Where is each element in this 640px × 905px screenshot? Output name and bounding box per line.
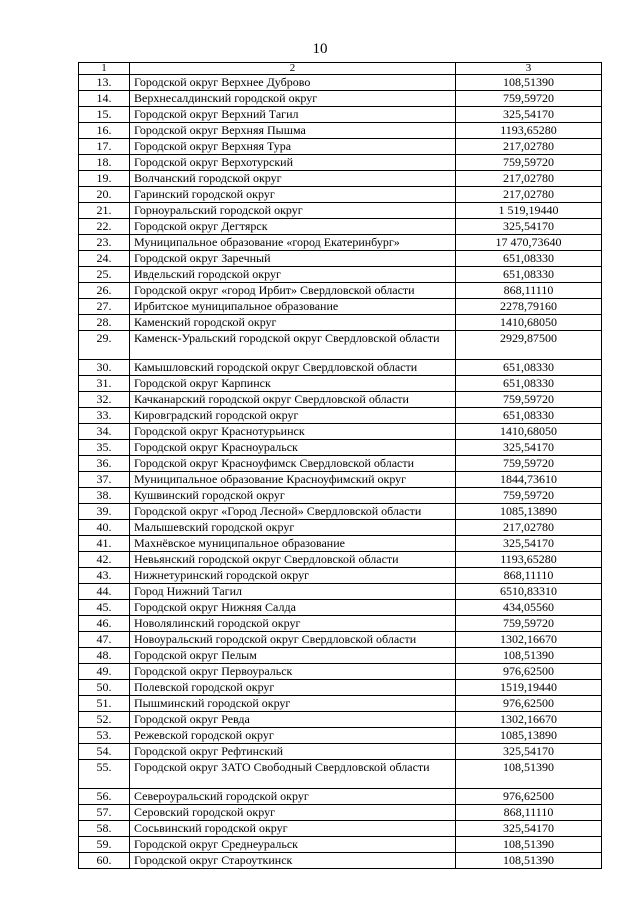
- municipality-name: Городской округ Староуткинск: [130, 853, 456, 869]
- row-number: 52.: [79, 712, 130, 728]
- amount-value: 868,11110: [456, 568, 602, 584]
- row-number: 20.: [79, 187, 130, 203]
- amount-value: 1410,68050: [456, 424, 602, 440]
- row-number: 24.: [79, 251, 130, 267]
- table-row: [79, 139, 602, 155]
- municipality-name: Новолялинский городской округ: [130, 616, 456, 632]
- municipality-name: Городской округ Верхняя Пышма: [130, 123, 456, 139]
- table-row: [79, 203, 602, 219]
- amount-value: 651,08330: [456, 267, 602, 283]
- municipality-name: Городской округ «город Ирбит» Свердловской области: [130, 283, 456, 299]
- municipality-name: Ивдельский городской округ: [130, 267, 456, 283]
- municipality-name: Городской округ «Город Лесной» Свердловской области: [130, 504, 456, 520]
- municipality-name: Городской округ Пелым: [130, 648, 456, 664]
- municipality-name: Режевской городской округ: [130, 728, 456, 744]
- table-row: [79, 299, 602, 315]
- table-row: [79, 315, 602, 331]
- table-row: [79, 187, 602, 203]
- table-row: [79, 837, 602, 853]
- table-row: [79, 696, 602, 712]
- table-row: [79, 568, 602, 584]
- table-row: [79, 664, 602, 680]
- amount-value: 759,59720: [456, 155, 602, 171]
- municipality-name: Пышминский городской округ: [130, 696, 456, 712]
- amount-value: 108,51390: [456, 648, 602, 664]
- row-number: 46.: [79, 616, 130, 632]
- row-number: 26.: [79, 283, 130, 299]
- table-row: [79, 408, 602, 424]
- table-row: [79, 760, 602, 789]
- row-number: 45.: [79, 600, 130, 616]
- row-number: 57.: [79, 805, 130, 821]
- amount-value: 651,08330: [456, 251, 602, 267]
- amount-value: 1302,16670: [456, 632, 602, 648]
- amount-value: 976,62500: [456, 696, 602, 712]
- row-number: 34.: [79, 424, 130, 440]
- table-row: [79, 536, 602, 552]
- municipality-name: Городской округ Ревда: [130, 712, 456, 728]
- amount-value: 17 470,73640: [456, 235, 602, 251]
- row-number: 40.: [79, 520, 130, 536]
- municipality-name: Городской округ ЗАТО Свободный Свердловской области: [130, 760, 456, 789]
- amount-value: 325,54170: [456, 440, 602, 456]
- table-row: [79, 376, 602, 392]
- table-row: [79, 424, 602, 440]
- amount-value: 325,54170: [456, 219, 602, 235]
- row-number: 60.: [79, 853, 130, 869]
- table-row: [79, 789, 602, 805]
- row-number: 42.: [79, 552, 130, 568]
- row-number: 47.: [79, 632, 130, 648]
- table-row: [79, 123, 602, 139]
- row-number: 49.: [79, 664, 130, 680]
- amount-value: 2929,87500: [456, 331, 602, 360]
- table-row: [79, 107, 602, 123]
- amount-value: 6510,83310: [456, 584, 602, 600]
- row-number: 17.: [79, 139, 130, 155]
- table-row: [79, 616, 602, 632]
- amount-value: 325,54170: [456, 821, 602, 837]
- municipality-name: Ирбитское муниципальное образование: [130, 299, 456, 315]
- amount-value: 217,02780: [456, 187, 602, 203]
- table-row: [79, 488, 602, 504]
- row-number: 37.: [79, 472, 130, 488]
- row-number: 21.: [79, 203, 130, 219]
- table-row: [79, 853, 602, 869]
- row-number: 59.: [79, 837, 130, 853]
- row-number: 54.: [79, 744, 130, 760]
- municipality-name: Махнёвское муниципальное образование: [130, 536, 456, 552]
- municipality-name: Невьянский городской округ Свердловской области: [130, 552, 456, 568]
- table-row: [79, 171, 602, 187]
- amount-value: 976,62500: [456, 664, 602, 680]
- table-row: [79, 744, 602, 760]
- amount-value: 217,02780: [456, 520, 602, 536]
- table-header-row: [79, 63, 602, 75]
- municipality-name: Городской округ Верхотурский: [130, 155, 456, 171]
- table-row: [79, 648, 602, 664]
- row-number: 41.: [79, 536, 130, 552]
- municipality-name: Верхнесалдинский городской округ: [130, 91, 456, 107]
- table-row: [79, 235, 602, 251]
- municipality-name: Каменский городской округ: [130, 315, 456, 331]
- row-number: 28.: [79, 315, 130, 331]
- amount-value: 651,08330: [456, 408, 602, 424]
- municipality-name: Городской округ Верхний Тагил: [130, 107, 456, 123]
- table-row: [79, 712, 602, 728]
- row-number: 50.: [79, 680, 130, 696]
- table-row: [79, 520, 602, 536]
- municipality-name: Городской округ Красноуральск: [130, 440, 456, 456]
- row-number: 56.: [79, 789, 130, 805]
- table-row: [79, 728, 602, 744]
- municipality-name: Городской округ Рефтинский: [130, 744, 456, 760]
- amount-value: 2278,79160: [456, 299, 602, 315]
- amount-value: 868,11110: [456, 283, 602, 299]
- municipality-name: Городской округ Нижняя Салда: [130, 600, 456, 616]
- amount-value: 1519,19440: [456, 680, 602, 696]
- municipality-name: Муниципальное образование «город Екатеринбург»: [130, 235, 456, 251]
- amount-value: 108,51390: [456, 75, 602, 91]
- municipality-name: Качканарский городской округ Свердловской области: [130, 392, 456, 408]
- amount-value: 651,08330: [456, 376, 602, 392]
- municipality-name: Городской округ Первоуральск: [130, 664, 456, 680]
- row-number: 31.: [79, 376, 130, 392]
- table-row: [79, 91, 602, 107]
- amount-value: 1193,65280: [456, 123, 602, 139]
- row-number: 30.: [79, 360, 130, 376]
- row-number: 48.: [79, 648, 130, 664]
- row-number: 44.: [79, 584, 130, 600]
- row-number: 39.: [79, 504, 130, 520]
- municipality-name: Новоуральский городской округ Свердловской области: [130, 632, 456, 648]
- row-number: 13.: [79, 75, 130, 91]
- municipality-name: Кушвинский городской округ: [130, 488, 456, 504]
- header-col-2: 2: [130, 63, 456, 75]
- row-number: 22.: [79, 219, 130, 235]
- amount-value: 759,59720: [456, 616, 602, 632]
- amount-value: 108,51390: [456, 760, 602, 789]
- row-number: 51.: [79, 696, 130, 712]
- amount-value: 759,59720: [456, 392, 602, 408]
- row-number: 36.: [79, 456, 130, 472]
- municipality-name: Камышловский городской округ Свердловской области: [130, 360, 456, 376]
- table-row: [79, 472, 602, 488]
- table-row: [79, 219, 602, 235]
- municipality-name: Городской округ Дегтярск: [130, 219, 456, 235]
- amount-value: 1 519,19440: [456, 203, 602, 219]
- amount-value: 325,54170: [456, 744, 602, 760]
- municipality-name: Серовский городской округ: [130, 805, 456, 821]
- table-row: [79, 680, 602, 696]
- table-row: [79, 821, 602, 837]
- row-number: 14.: [79, 91, 130, 107]
- amount-value: 1302,16670: [456, 712, 602, 728]
- row-number: 19.: [79, 171, 130, 187]
- municipality-name: Горноуральский городской округ: [130, 203, 456, 219]
- table-row: [79, 392, 602, 408]
- table-row: [79, 251, 602, 267]
- municipality-name: Городской округ Заречный: [130, 251, 456, 267]
- header-col-3: 3: [456, 63, 602, 75]
- row-number: 43.: [79, 568, 130, 584]
- page-number: 10: [312, 41, 328, 57]
- row-number: 58.: [79, 821, 130, 837]
- row-number: 35.: [79, 440, 130, 456]
- municipality-name: Городской округ Красноуфимск Свердловской области: [130, 456, 456, 472]
- amount-value: 325,54170: [456, 536, 602, 552]
- row-number: 33.: [79, 408, 130, 424]
- amount-value: 868,11110: [456, 805, 602, 821]
- table-row: [79, 331, 602, 360]
- table-row: [79, 632, 602, 648]
- table-row: [79, 600, 602, 616]
- table-row: [79, 552, 602, 568]
- row-number: 18.: [79, 155, 130, 171]
- row-number: 15.: [79, 107, 130, 123]
- amount-value: 976,62500: [456, 789, 602, 805]
- amount-value: 1085,13890: [456, 728, 602, 744]
- row-number: 27.: [79, 299, 130, 315]
- table-row: [79, 267, 602, 283]
- amount-value: 217,02780: [456, 171, 602, 187]
- table-row: [79, 75, 602, 91]
- amount-value: 325,54170: [456, 107, 602, 123]
- municipality-name: Городской округ Верхняя Тура: [130, 139, 456, 155]
- header-col-1: 1: [79, 63, 130, 75]
- table-row: [79, 805, 602, 821]
- table-row: [79, 440, 602, 456]
- table-row: [79, 456, 602, 472]
- row-number: 23.: [79, 235, 130, 251]
- table-row: [79, 584, 602, 600]
- table-row: [79, 360, 602, 376]
- amount-value: 434,05560: [456, 600, 602, 616]
- amount-value: 759,59720: [456, 456, 602, 472]
- amount-value: 1844,73610: [456, 472, 602, 488]
- municipality-name: Кировградский городской округ: [130, 408, 456, 424]
- amount-value: 1085,13890: [456, 504, 602, 520]
- allocation-table: [78, 62, 602, 869]
- row-number: 32.: [79, 392, 130, 408]
- table-row: [79, 155, 602, 171]
- municipality-name: Сосьвинский городской округ: [130, 821, 456, 837]
- table-row: [79, 283, 602, 299]
- municipality-name: Североуральский городской округ: [130, 789, 456, 805]
- municipality-name: Нижнетуринский городской округ: [130, 568, 456, 584]
- municipality-name: Каменск-Уральский городской округ Свердловской области: [130, 331, 456, 360]
- amount-value: 1410,68050: [456, 315, 602, 331]
- table-body: [79, 63, 602, 869]
- row-number: 16.: [79, 123, 130, 139]
- municipality-name: Городской округ Карпинск: [130, 376, 456, 392]
- row-number: 29.: [79, 331, 130, 360]
- row-number: 38.: [79, 488, 130, 504]
- municipality-name: Городской округ Краснотурьинск: [130, 424, 456, 440]
- amount-value: 217,02780: [456, 139, 602, 155]
- amount-value: 108,51390: [456, 837, 602, 853]
- row-number: 25.: [79, 267, 130, 283]
- municipality-name: Городской округ Верхнее Дуброво: [130, 75, 456, 91]
- municipality-name: Гаринский городской округ: [130, 187, 456, 203]
- municipality-name: Малышевский городской округ: [130, 520, 456, 536]
- municipality-name: Городской округ Среднеуральск: [130, 837, 456, 853]
- row-number: 55.: [79, 760, 130, 789]
- amount-value: 759,59720: [456, 91, 602, 107]
- municipality-name: Город Нижний Тагил: [130, 584, 456, 600]
- table-row: [79, 504, 602, 520]
- amount-value: 108,51390: [456, 853, 602, 869]
- row-number: 53.: [79, 728, 130, 744]
- municipality-name: Волчанский городской округ: [130, 171, 456, 187]
- amount-value: 759,59720: [456, 488, 602, 504]
- amount-value: 651,08330: [456, 360, 602, 376]
- municipality-name: Полевской городской округ: [130, 680, 456, 696]
- municipality-name: Муниципальное образование Красноуфимский округ: [130, 472, 456, 488]
- amount-value: 1193,65280: [456, 552, 602, 568]
